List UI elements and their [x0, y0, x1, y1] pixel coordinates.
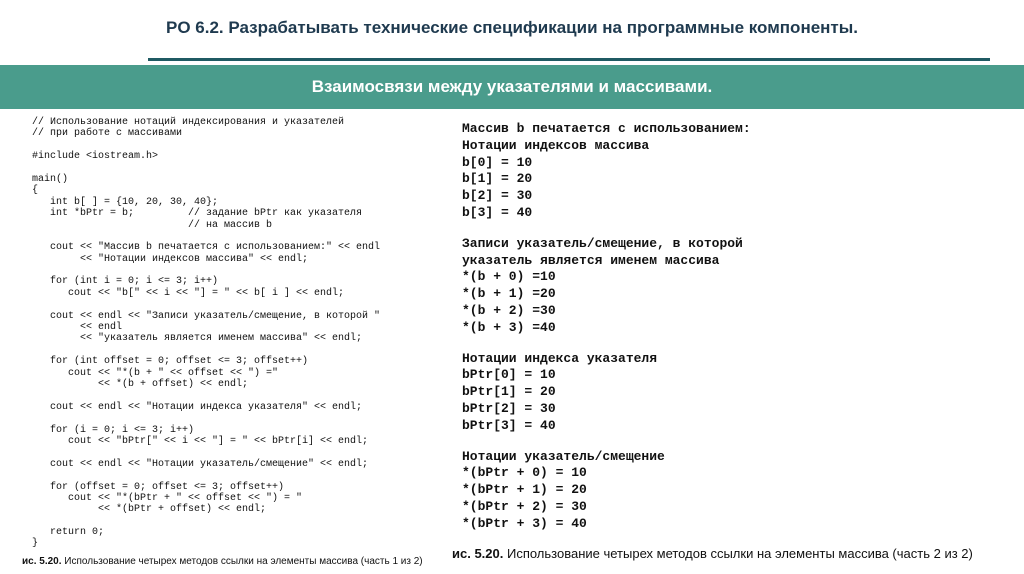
output-line: Нотации индексов массива: [462, 137, 650, 153]
code-line: << *(b + offset) << endl;: [32, 378, 249, 390]
figure-caption-part-2: [452, 546, 973, 561]
code-line: [32, 516, 432, 527]
code-line: #include <iostream.h>: [32, 151, 159, 163]
code-line: cout << endl << "Нотации указатель/смещение" << endl;: [32, 458, 369, 470]
slide-title: PO 6.2. Разрабатывать технические спецификации на программные компоненты.: [165, 18, 859, 37]
code-line: for (int offset = 0; offset <= 3; offset++): [32, 356, 309, 368]
output-line: b[3] = 40: [462, 204, 533, 220]
code-line: << "указатель является именем массива" << endl;: [32, 333, 363, 345]
code-line: [32, 140, 432, 151]
output-line: *(bPtr + 0) = 10: [462, 465, 587, 481]
output-line: *(bPtr + 2) = 30: [462, 498, 587, 514]
caption-text: Использование четырех методов ссылки на элементы массива (часть 1 из 2): [64, 556, 423, 567]
code-line: }: [32, 538, 39, 550]
code-line: [32, 299, 432, 310]
output-line: b[0] = 10: [462, 154, 533, 170]
section-banner: [0, 65, 1024, 109]
code-line: cout << "bPtr[" << i << "] = " << bPtr[i] << endl;: [32, 435, 369, 447]
code-line: for (int i = 0; i <= 3; i++): [32, 276, 219, 288]
code-line: [32, 413, 432, 424]
code-line: main(): [32, 173, 69, 185]
code-line: [32, 447, 432, 458]
code-line: << *(bPtr + offset) << endl;: [32, 504, 267, 516]
output-group: [462, 449, 1002, 533]
output-line: *(b + 3) =40: [462, 319, 556, 335]
output-line: Записи указатель/смещение, в которой: [462, 235, 743, 251]
code-line: [32, 470, 432, 481]
code-line: cout << "*(bPtr + " << offset << ") = ": [32, 492, 303, 504]
code-line: cout << endl << "Записи указатель/смещение, в которой ": [32, 310, 381, 322]
code-line: for (i = 0; i <= 3; i++): [32, 424, 195, 436]
code-line: // Использование нотаций индексирования и указателей: [32, 117, 345, 128]
banner-text: Взаимосвязи между указателями и массивами.: [311, 77, 713, 96]
output-line: *(bPtr + 3) = 40: [462, 515, 587, 531]
figure-caption-part-1: [22, 556, 423, 567]
title-underline: [148, 58, 990, 61]
code-line: [32, 345, 432, 356]
output-line: bPtr[3] = 40: [462, 417, 556, 433]
program-output: [462, 121, 1002, 547]
code-line: [32, 231, 432, 242]
output-line: Массив b печатается с использованием:: [462, 121, 751, 136]
output-line: bPtr[2] = 30: [462, 400, 556, 416]
output-line: указатель является именем массива: [462, 252, 720, 268]
output-line: *(b + 1) =20: [462, 286, 556, 302]
code-line: // на массив b: [32, 219, 273, 231]
code-line: cout << "*(b + " << offset << ") =": [32, 367, 279, 379]
output-line: Нотации указатель/смещение: [462, 448, 665, 464]
output-line: *(bPtr + 1) = 20: [462, 482, 587, 498]
output-group: [462, 351, 1002, 435]
output-line: *(b + 0) =10: [462, 269, 556, 285]
code-line: int b[ ] = {10, 20, 30, 40};: [32, 196, 219, 208]
output-line: Нотации индекса указателя: [462, 350, 658, 366]
code-line: // при работе с массивами: [32, 128, 183, 140]
output-line: bPtr[1] = 20: [462, 384, 556, 400]
code-line: for (offset = 0; offset <= 3; offset++): [32, 481, 285, 493]
code-line: cout << "Массив b печатается с использованием:" << endl: [32, 242, 381, 254]
output-line: b[2] = 30: [462, 188, 533, 204]
code-line: << endl: [32, 322, 123, 334]
caption-label: ис. 5.20.: [22, 556, 62, 567]
code-line: int *bPtr = b; // задание bPtr как указателя: [32, 208, 363, 220]
code-line: cout << endl << "Нотации индекса указателя" << endl;: [32, 401, 363, 413]
code-line: << "Нотации индексов массива" << endl;: [32, 253, 309, 265]
caption-label: ис. 5.20.: [452, 546, 504, 561]
code-line: [32, 390, 432, 401]
code-line: {: [32, 185, 39, 197]
output-group: [462, 121, 1002, 222]
code-line: return 0;: [32, 527, 105, 539]
code-line: [32, 265, 432, 276]
output-line: bPtr[0] = 10: [462, 367, 556, 383]
code-line: cout << "b[" << i << "] = " << b[ i ] << endl;: [32, 287, 345, 299]
code-listing: [32, 117, 432, 550]
code-line: [32, 163, 432, 174]
output-line: *(b + 2) =30: [462, 302, 556, 318]
caption-text: Использование четырех методов ссылки на элементы массива (часть 2 из 2): [506, 546, 973, 561]
output-line: b[1] = 20: [462, 171, 533, 187]
output-group: [462, 236, 1002, 337]
